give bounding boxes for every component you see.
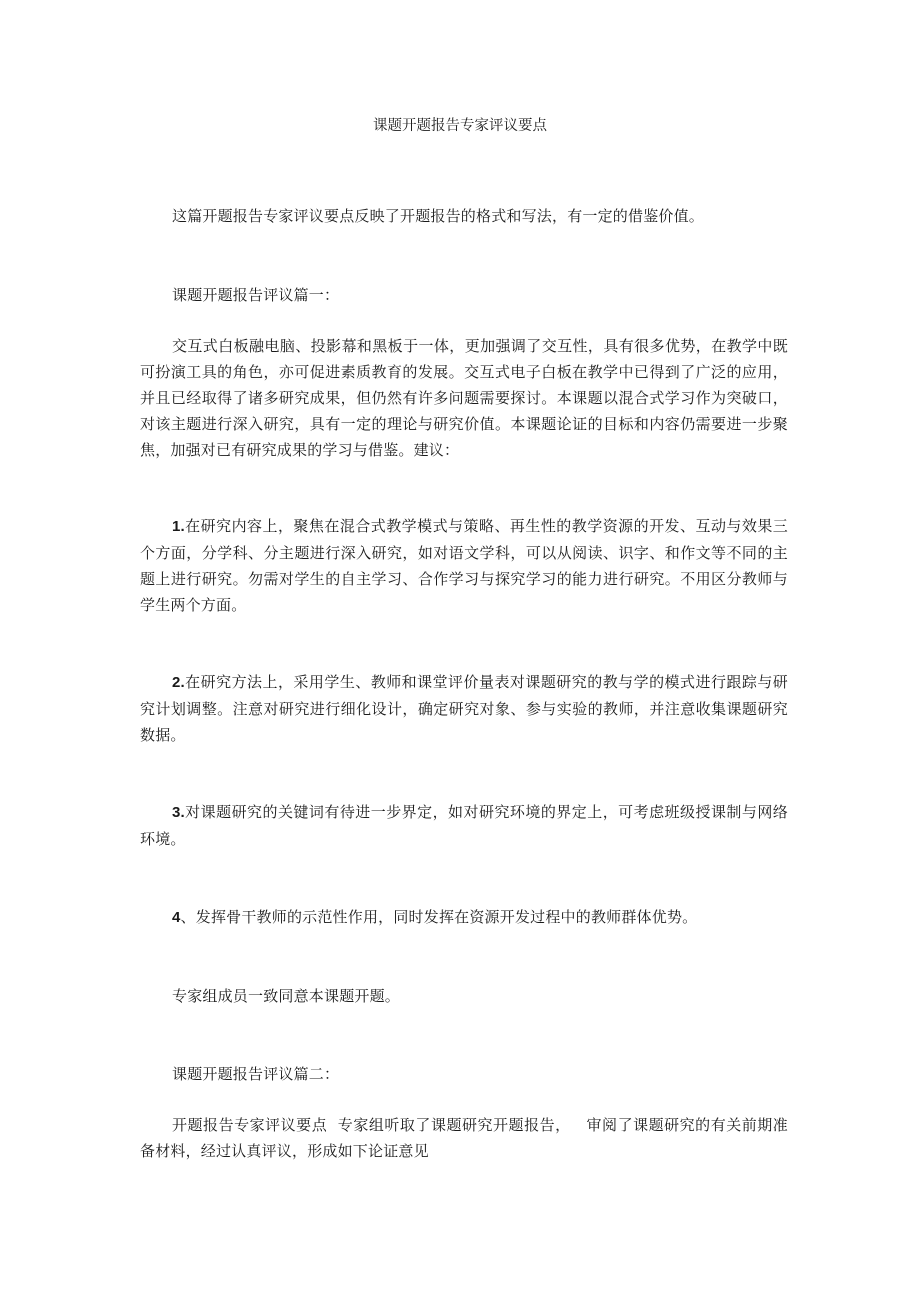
suggestion-item-3 <box>140 799 788 852</box>
intro-paragraph: 这篇开题报告专家评议要点反映了开题报告的格式和写法，有一定的借鉴价值。 <box>172 207 705 225</box>
conclusion-paragraph: 专家组成员一致同意本课题开题。 <box>172 987 401 1005</box>
suggestion-text-1: 在研究内容上，聚焦在混合式教学模式与策略、再生性的教学资源的开发、互动与效果三个方面，分学科、分主题进行深入研究，如对语文学科，可以从阅读、识字、和作文等不同的主题上进行研究。勿需对学生的自主学习、合作学习与探究学习的能力进行研究。不用区分教师与学生两个方面。 <box>140 517 788 614</box>
suggestion-text-4: 、发挥骨干教师的示范性作用，同时发挥在资源开发过程中的教师群体优势。 <box>180 908 698 926</box>
suggestion-number-2: 2. <box>172 674 185 691</box>
suggestion-item-1 <box>140 513 788 618</box>
suggestion-item-2 <box>140 669 788 748</box>
suggestion-text-3: 对课题研究的关键词有待进一步界定，如对研究环境的界定上，可考虑班级授课制与网络环境。 <box>140 803 788 848</box>
suggestion-text-2: 在研究方法上，采用学生、教师和课堂评价量表对课题研究的教与学的模式进行跟踪与研究计划调整。注意对研究进行细化设计，确定研究对象、参与实验的教师，并注意收集课题研究数据。 <box>140 673 788 744</box>
section-two-body: 开题报告专家评议要点 专家组听取了课题研究开题报告， 审阅了课题研究的有关前期准 备材料，经过认真评议，形成如下论证意见 <box>140 1116 798 1160</box>
suggestion-number-1: 1. <box>172 518 185 535</box>
suggestion-number-3: 3. <box>172 804 185 821</box>
section-two-heading: 课题开题报告评议篇二： <box>172 1065 340 1083</box>
suggestion-number-4: 4 <box>172 909 181 926</box>
section-one-heading: 课题开题报告评议篇一： <box>172 286 340 304</box>
section-one-body: 交互式白板融电脑、投影幕和黑板于一体，更加强调了交互性，具有很多优势，在教学中既可扮演工具的角色，亦可促进素质教育的发展。交互式电子白板在教学中已得到了广泛的应用，并且已经取得了诸多研究成果，但仍然有许多问题需要探讨。本课题以混合式学习作为突破口，对该主题进行深入研究，具有一定的理论与研究价值。本课题论证的目标和内容仍需要进一步聚焦，加强对已有研究成果的学习与借鉴。建议： <box>140 337 788 459</box>
suggestion-item-4 <box>140 904 788 931</box>
document-title: 课题开题报告专家评议要点 <box>373 118 547 134</box>
